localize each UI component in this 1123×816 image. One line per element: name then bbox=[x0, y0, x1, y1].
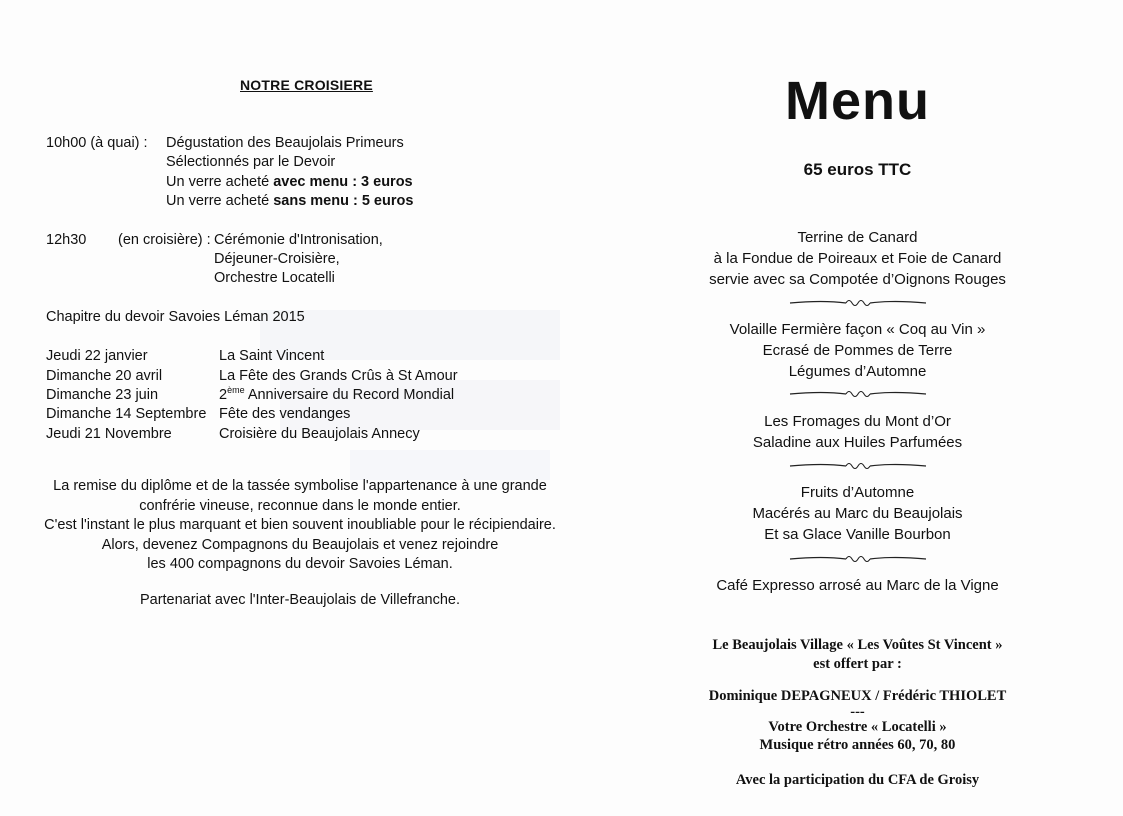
diploma-paragraph bbox=[20, 477, 580, 575]
credit-music: Musique rétro années 60, 70, 80 bbox=[759, 737, 956, 753]
course-line: Macérés au Marc du Beaujolais bbox=[752, 505, 963, 522]
course-line: servie avec sa Compotée d’Oignons Rouges bbox=[709, 271, 1006, 288]
menu-title: Menu bbox=[785, 71, 930, 131]
tasting-line-1: Dégustation des Beaujolais Primeurs bbox=[166, 135, 404, 151]
paragraph-line: C'est l'instant le plus marquant et bien souvent inoubliable pour le récipiendaire. bbox=[44, 517, 556, 533]
event-date: Dimanche 23 juin bbox=[46, 387, 159, 403]
ornament-divider-icon bbox=[788, 296, 928, 310]
event-date: Dimanche 20 avril bbox=[46, 368, 163, 384]
event-date: Jeudi 21 Novembre bbox=[46, 426, 172, 442]
credits-block bbox=[600, 636, 1115, 789]
event-name: La Fête des Grands Crûs à St Amour bbox=[219, 368, 458, 384]
credit-wine: Le Beaujolais Village « Les Voûtes St Vincent » bbox=[712, 637, 1003, 653]
course-main bbox=[600, 319, 1115, 382]
paragraph-line: La remise du diplôme et de la tassée symbolise l'appartenance à une grande bbox=[53, 478, 547, 494]
paragraph-line: confrérie vineuse, reconnue dans le monde entier. bbox=[139, 497, 461, 514]
course-line: à la Fondue de Poireaux et Foie de Canard bbox=[713, 250, 1002, 267]
credit-band: Votre Orchestre « Locatelli » bbox=[768, 718, 947, 735]
course-cheese bbox=[600, 411, 1115, 453]
event-date: Dimanche 14 Septembre bbox=[46, 406, 207, 422]
course-line: Volaille Fermière façon « Coq au Vin » bbox=[729, 321, 986, 338]
event-date: Jeudi 22 janvier bbox=[46, 348, 148, 364]
event-name-rest: Anniversaire du Record Mondial bbox=[244, 387, 455, 403]
event-name-number: 2 bbox=[219, 387, 228, 403]
course-coffee bbox=[600, 575, 1115, 596]
paragraph-line: les 400 compagnons du devoir Savoies Léman. bbox=[147, 556, 453, 572]
glass-price-with-menu bbox=[166, 173, 413, 193]
glass-price-without-menu-bold: sans menu : 5 euros bbox=[273, 193, 414, 209]
event-name: La Saint Vincent bbox=[219, 348, 325, 364]
course-line: Café Expresso arrosé au Marc de la Vigne bbox=[716, 577, 999, 594]
paragraph-line: Alors, devenez Compagnons du Beaujolais et venez rejoindre bbox=[101, 536, 499, 553]
event-name: Croisière du Beaujolais Annecy bbox=[219, 426, 420, 442]
ornament-divider-icon bbox=[788, 459, 928, 473]
event-name bbox=[219, 386, 454, 406]
event-name-sup: ème bbox=[227, 385, 245, 396]
credit-offered: est offert par : bbox=[813, 655, 902, 672]
time-12h30-location: (en croisière) : bbox=[118, 232, 211, 248]
course-line: Les Fromages du Mont d’Or bbox=[764, 413, 951, 430]
ornament-divider-icon bbox=[788, 552, 928, 566]
ornament-divider-icon bbox=[788, 387, 928, 401]
tasting-line-2: Sélectionnés par le Devoir bbox=[166, 154, 336, 170]
course-line: Ecrasé de Pommes de Terre bbox=[762, 342, 953, 359]
credit-donors: Dominique DEPAGNEUX / Frédéric THIOLET bbox=[708, 688, 1007, 704]
event-name: Fête des vendanges bbox=[219, 406, 351, 422]
course-dessert bbox=[600, 482, 1115, 545]
credit-separator: --- bbox=[850, 703, 865, 720]
partnership-line: Partenariat avec l'Inter-Beaujolais de Villefranche. bbox=[139, 592, 461, 608]
glass-price-without-menu bbox=[166, 192, 413, 212]
chapter-heading: Chapitre du devoir Savoies Léman 2015 bbox=[46, 309, 305, 325]
course-line: Terrine de Canard bbox=[797, 229, 918, 246]
course-line: Et sa Glace Vanille Bourbon bbox=[764, 526, 951, 543]
time-12h30: 12h30 bbox=[46, 232, 87, 248]
ceremony-line-2: Déjeuner-Croisière, bbox=[214, 251, 340, 267]
ceremony-line-3: Orchestre Locatelli bbox=[214, 270, 335, 286]
course-line: Fruits d’Automne bbox=[800, 484, 915, 501]
glass-price-with-menu-bold: avec menu : 3 euros bbox=[273, 174, 413, 190]
glass-price-with-menu-prefix: Un verre acheté bbox=[166, 174, 274, 190]
credit-participation: Avec la participation du CFA de Groisy bbox=[735, 771, 980, 788]
course-line: Saladine aux Huiles Parfumées bbox=[752, 434, 963, 451]
menu-price: 65 euros TTC bbox=[803, 160, 912, 179]
course-starter bbox=[600, 227, 1115, 290]
cruise-title: NOTRE CROISIERE bbox=[240, 77, 373, 93]
ceremony-line-1: Cérémonie d'Intronisation, bbox=[214, 232, 383, 248]
course-line: Légumes d’Automne bbox=[788, 363, 927, 380]
glass-price-without-menu-prefix: Un verre acheté bbox=[166, 193, 274, 209]
time-10h: 10h00 (à quai) : bbox=[46, 135, 148, 151]
